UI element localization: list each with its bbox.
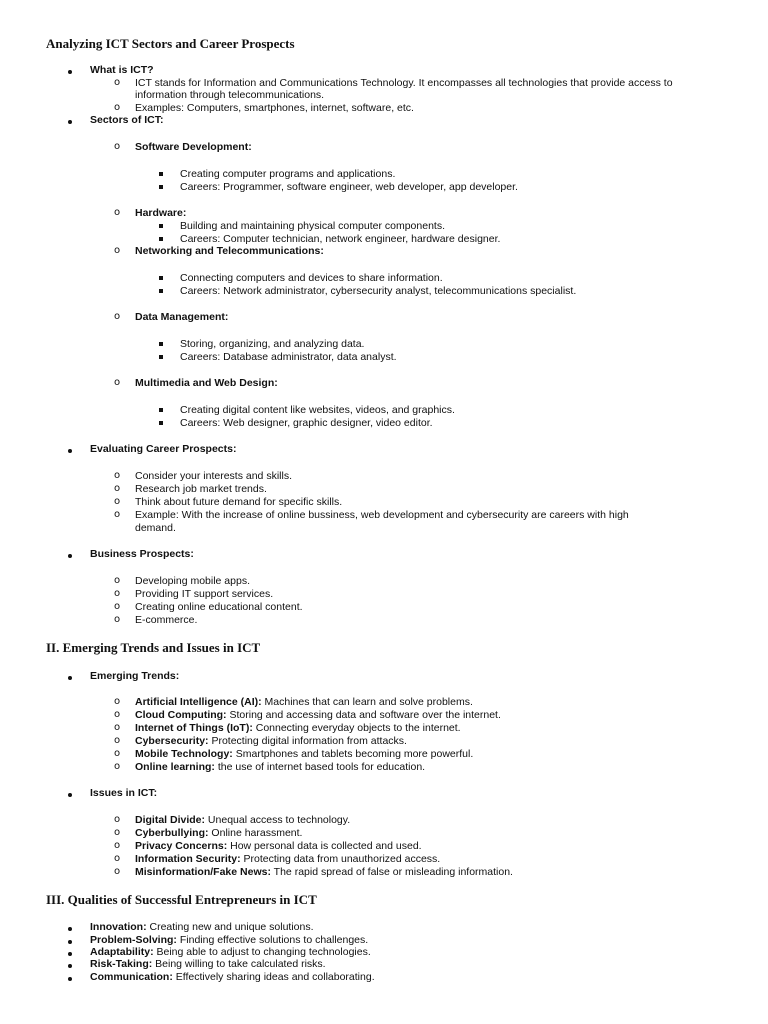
issue-item: Cyberbullying: Online harassment.: [135, 827, 303, 839]
hardware-item-2: Careers: Computer technician, network engineer, hardware designer.: [180, 233, 501, 245]
trend-item: Artificial Intelligence (AI): Machines that can learn and solve problems.: [135, 696, 473, 708]
circle-bullet: o: [114, 696, 121, 707]
quality-item: Adaptability: Being able to adjust to changing technologies.: [90, 946, 371, 958]
multimedia-item-2: Careers: Web designer, graphic designer, video editor.: [180, 417, 433, 429]
sectors-label: Sectors of ICT:: [90, 114, 164, 126]
quality-item: Risk-Taking: Being willing to take calculated risks.: [90, 958, 326, 970]
issue-item: Privacy Concerns: How personal data is collected and used.: [135, 840, 422, 852]
hardware-item-1: Building and maintaining physical computer components.: [180, 220, 445, 232]
bullet-dot: [68, 120, 72, 124]
hardware-label: Hardware:: [135, 207, 187, 219]
trend-item: Internet of Things (IoT): Connecting everyday objects to the internet.: [135, 722, 461, 734]
circle-bullet: o: [114, 866, 121, 877]
bullet-dot: [68, 952, 72, 956]
circle-bullet: o: [114, 614, 121, 625]
square-bullet: [159, 421, 163, 425]
trend-item: Cybersecurity: Protecting digital information from attacks.: [135, 735, 407, 747]
circle-bullet: o: [114, 853, 121, 864]
square-bullet: [159, 237, 163, 241]
square-bullet: [159, 172, 163, 176]
evaluating-item-3: Think about future demand for specific skills.: [135, 496, 343, 508]
data-management-label: Data Management:: [135, 311, 229, 323]
circle-bullet: o: [114, 207, 121, 218]
evaluating-label: Evaluating Career Prospects:: [90, 443, 237, 455]
square-bullet: [159, 289, 163, 293]
bullet-dot: [68, 70, 72, 74]
circle-bullet: o: [114, 496, 121, 507]
bullet-dot: [68, 940, 72, 944]
software-item-2: Careers: Programmer, software engineer, web developer, app developer.: [180, 181, 518, 193]
business-item-1: Developing mobile apps.: [135, 575, 250, 587]
issue-item: Digital Divide: Unequal access to technology.: [135, 814, 351, 826]
circle-bullet: o: [114, 761, 121, 772]
circle-bullet: o: [114, 102, 121, 113]
data-management-item-1: Storing, organizing, and analyzing data.: [180, 338, 365, 350]
section-1-title: Analyzing ICT Sectors and Career Prospects: [46, 36, 295, 51]
circle-bullet: o: [114, 827, 121, 838]
bullet-dot: [68, 964, 72, 968]
business-item-2: Providing IT support services.: [135, 588, 274, 600]
software-label: Software Development:: [135, 141, 252, 153]
evaluating-item-1: Consider your interests and skills.: [135, 470, 292, 482]
bullet-dot: [68, 554, 72, 558]
bullet-dot: [68, 449, 72, 453]
bullet-dot: [68, 927, 72, 931]
evaluating-item-4-line1: Example: With the increase of online bussiness, web development and cybersecurity are careers with high: [135, 509, 629, 521]
square-bullet: [159, 185, 163, 189]
evaluating-item-4-line2: demand.: [135, 522, 176, 534]
circle-bullet: o: [114, 588, 121, 599]
bullet-dot: [68, 676, 72, 680]
section-2-title: II. Emerging Trends and Issues in ICT: [46, 640, 261, 655]
circle-bullet: o: [114, 735, 121, 746]
circle-bullet: o: [114, 709, 121, 720]
what-is-ict-line2: information through telecommunications.: [135, 89, 325, 101]
what-is-ict-line1: ICT stands for Information and Communications Technology. It encompasses all technologies that provide access to: [135, 77, 673, 89]
circle-bullet: o: [114, 470, 121, 481]
circle-bullet: o: [114, 748, 121, 759]
quality-item: Problem-Solving: Finding effective solutions to challenges.: [90, 934, 369, 946]
issue-item: Information Security: Protecting data from unauthorized access.: [135, 853, 441, 865]
bullet-dot: [68, 977, 72, 981]
business-item-4: E-commerce.: [135, 614, 198, 626]
networking-item-1: Connecting computers and devices to share information.: [180, 272, 443, 284]
data-management-item-2: Careers: Database administrator, data analyst.: [180, 351, 397, 363]
issues-label: Issues in ICT:: [90, 787, 158, 799]
square-bullet: [159, 276, 163, 280]
circle-bullet: o: [114, 483, 121, 494]
circle-bullet: o: [114, 77, 121, 88]
trend-item: Cloud Computing: Storing and accessing data and software over the internet.: [135, 709, 501, 721]
business-label: Business Prospects:: [90, 548, 194, 560]
emerging-trends-label: Emerging Trends:: [90, 670, 180, 682]
business-item-3: Creating online educational content.: [135, 601, 303, 613]
trend-item: Online learning: the use of internet based tools for education.: [135, 761, 426, 773]
multimedia-label: Multimedia and Web Design:: [135, 377, 278, 389]
networking-item-2: Careers: Network administrator, cybersecurity analyst, telecommunications specialist.: [180, 285, 577, 297]
trend-item: Mobile Technology: Smartphones and tablets becoming more powerful.: [135, 748, 474, 760]
circle-bullet: o: [114, 814, 121, 825]
circle-bullet: o: [114, 601, 121, 612]
square-bullet: [159, 355, 163, 359]
software-item-1: Creating computer programs and applications.: [180, 168, 396, 180]
evaluating-item-2: Research job market trends.: [135, 483, 267, 495]
square-bullet: [159, 342, 163, 346]
circle-bullet: o: [114, 840, 121, 851]
square-bullet: [159, 224, 163, 228]
quality-item: Innovation: Creating new and unique solutions.: [90, 921, 314, 933]
circle-bullet: o: [114, 722, 121, 733]
circle-bullet: o: [114, 509, 121, 520]
circle-bullet: o: [114, 377, 121, 388]
examples-text: Examples: Computers, smartphones, internet, software, etc.: [135, 102, 414, 114]
issue-item: Misinformation/Fake News: The rapid spread of false or misleading information.: [135, 866, 513, 878]
quality-item: Communication: Effectively sharing ideas and collaborating.: [90, 971, 375, 983]
what-is-ict-label: What is ICT?: [90, 64, 154, 76]
bullet-dot: [68, 793, 72, 797]
section-3-title: III. Qualities of Successful Entrepreneurs in ICT: [46, 892, 317, 907]
square-bullet: [159, 408, 163, 412]
circle-bullet: o: [114, 245, 121, 256]
multimedia-item-1: Creating digital content like websites, videos, and graphics.: [180, 404, 455, 416]
circle-bullet: o: [114, 311, 121, 322]
circle-bullet: o: [114, 141, 121, 152]
networking-label: Networking and Telecommunications:: [135, 245, 324, 257]
circle-bullet: o: [114, 575, 121, 586]
